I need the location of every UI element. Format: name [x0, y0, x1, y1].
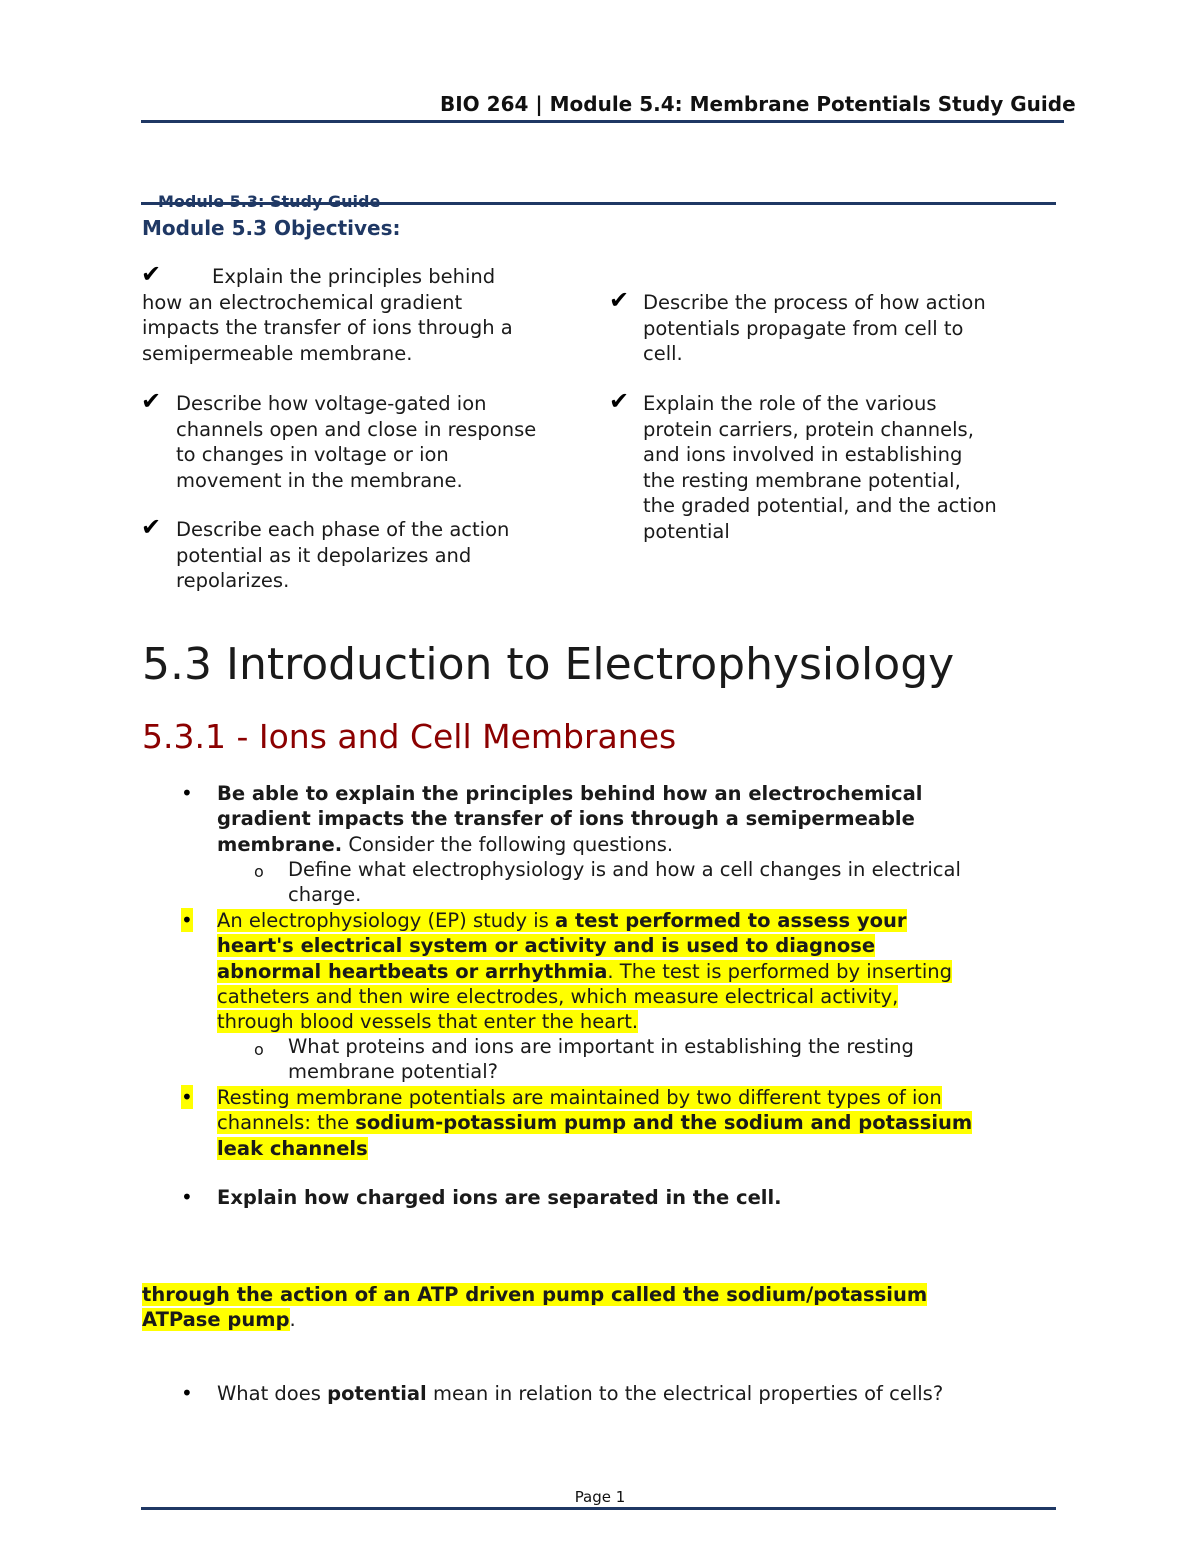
objective-item: Describe the process of how action potentials propagate from cell to cell.	[643, 291, 986, 365]
objective-item: Describe each phase of the action potential as it depolarizes and repolarizes.	[176, 518, 510, 592]
bullet-icon: •	[181, 1185, 193, 1209]
bullet-icon: •	[181, 908, 193, 932]
objective-item: Explain the principles behind how an electrochemical gradient impacts the transfer of ions through a semipermeable membrane.	[142, 265, 513, 365]
footer-rule	[141, 1507, 1056, 1510]
check-icon: ✔	[609, 286, 630, 314]
answer-highlight: through the action of an ATP driven pump called the sodium/potassium ATPase pump.	[142, 1283, 928, 1332]
sub-bullet-icon: o	[254, 862, 264, 881]
study-question: Be able to explain the principles behind how an electrochemical gradient impacts the transfer of ions through a semipermeable membrane. Consider the following questions.	[217, 782, 923, 856]
answer-highlight: An electrophysiology (EP) study is a test performed to assess your heart's electrical system or activity and is used to diagnose abnormal heartbeats or arrhythmia. The test is performed by inserting catheters and then wire electrodes, which measure electrical activity, through blood vessels that enter the heart.	[217, 909, 952, 1034]
subsection-heading: 5.3.1 - Ions and Cell Membranes	[142, 717, 677, 756]
page-number: Page 1	[574, 1488, 626, 1506]
study-question: Explain how charged ions are separated in the cell.	[217, 1186, 782, 1209]
objective-item: Describe how voltage-gated ion channels open and close in response to changes in voltage or ion movement in the membrane.	[176, 392, 537, 492]
check-icon: ✔	[141, 387, 162, 415]
sub-question: Define what electrophysiology is and how a cell changes in electrical charge.	[288, 858, 961, 907]
bullet-icon: •	[181, 1085, 193, 1109]
section-rule	[141, 202, 1056, 205]
check-icon: ✔	[141, 513, 162, 541]
bullet-icon: •	[181, 1381, 193, 1405]
answer-highlight: Resting membrane potentials are maintained by two different types of ion channels: the sodium-potassium pump and the sodium and potassium leak channels	[217, 1086, 973, 1160]
study-question: What does potential mean in relation to the electrical properties of cells?	[217, 1382, 944, 1405]
objectives-title: Module 5.3 Objectives:	[142, 216, 401, 240]
header-rule	[141, 120, 1064, 123]
section-heading: 5.3 Introduction to Electrophysiology	[142, 639, 955, 690]
document-header-title: BIO 264 | Module 5.4: Membrane Potentials Study Guide	[440, 92, 1076, 116]
check-icon: ✔	[141, 260, 162, 288]
objective-item: Explain the role of the various protein carriers, protein channels, and ions involved in establishing the resting membrane potential, the graded potential, and the action potential	[643, 392, 997, 543]
sub-bullet-icon: o	[254, 1040, 264, 1059]
bullet-icon: •	[181, 781, 193, 805]
sub-question: What proteins and ions are important in establishing the resting membrane potential?	[288, 1035, 914, 1084]
check-icon: ✔	[609, 387, 630, 415]
